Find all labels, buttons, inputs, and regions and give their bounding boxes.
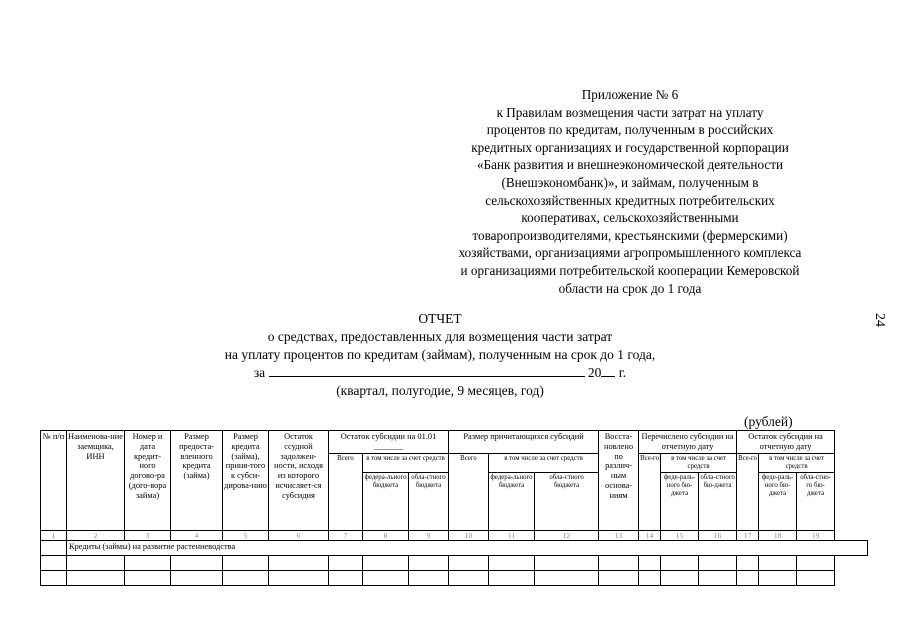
appendix-line: (Внешэкономбанк)», и займам, полученным в [501, 174, 759, 190]
header-contract: Номер и дата кредит-ного догово-ра (дого-вора займа) [125, 431, 171, 531]
table-cell [699, 571, 737, 586]
header-federal: федера-льного бюджета [489, 472, 535, 530]
table-cell [41, 541, 67, 556]
header-balance-end: Остаток субсидии на отчетную дату [737, 431, 835, 454]
column-number: 8 [363, 530, 409, 541]
appendix-header [420, 86, 840, 297]
report-title: ОТЧЕТ [418, 311, 462, 326]
table-cell [269, 556, 329, 571]
table-cell [759, 556, 797, 571]
report-subtitle-line1: о средствах, предоставленных для возмещения части затрат [267, 329, 613, 344]
table-row [41, 556, 868, 571]
column-number: 10 [449, 530, 489, 541]
year-prefix: 20 [587, 365, 602, 380]
table-cell [363, 571, 409, 586]
column-number: 5 [223, 530, 269, 541]
table-cell [269, 571, 329, 586]
appendix-line: сельскохозяйственных кредитных потребительских [485, 192, 775, 208]
table-cell [223, 556, 269, 571]
table-cell [661, 556, 699, 571]
header-total: Всего [449, 453, 489, 530]
column-number-row [41, 530, 868, 541]
report-table [40, 430, 868, 586]
table-cell [363, 556, 409, 571]
table-cell [759, 571, 797, 586]
column-number: 17 [737, 530, 759, 541]
period-hint: (квартал, полугодие, 9 месяцев, год) [336, 383, 544, 398]
report-period-line [150, 364, 730, 382]
appendix-line: «Банк развития и внешнеэкономической деятельности [476, 157, 784, 173]
table-cell [661, 571, 699, 586]
column-number: 7 [329, 530, 363, 541]
section-row [41, 541, 868, 556]
header-transferred: Перечислено субсидии на отчетную дату [639, 431, 737, 454]
column-number: 18 [759, 530, 797, 541]
column-number: 4 [171, 530, 223, 541]
report-heading [150, 310, 730, 400]
table-cell [125, 571, 171, 586]
year-blank [601, 376, 615, 377]
header-restored: Восста-новлено по различ-ным основа-ниям [599, 431, 639, 531]
column-number: 13 [599, 530, 639, 541]
table-row [41, 571, 868, 586]
report-subtitle-line2: на уплату процентов по кредитам (займам), полученным на срок до 1 года, [224, 347, 656, 362]
header-including: в том числе за счет средств [363, 453, 449, 472]
header-total: Всего [329, 453, 363, 530]
table-cell [409, 556, 449, 571]
table-cell [489, 571, 535, 586]
header-regional: обла-стного бюджета [535, 472, 599, 530]
column-number: 15 [661, 530, 699, 541]
appendix-line: области на срок до 1 года [558, 280, 702, 296]
year-suffix: г. [618, 365, 627, 380]
column-number: 6 [269, 530, 329, 541]
table-cell [737, 571, 759, 586]
page-number: 24 [872, 313, 887, 327]
appendix-line: и организациями потребительской кооперации Кемеровской [460, 262, 800, 278]
table-cell [329, 571, 363, 586]
table-cell [489, 556, 535, 571]
table-cell [409, 571, 449, 586]
header-regional: обла-стного бю-джета [699, 472, 737, 530]
period-blank [269, 376, 585, 377]
column-number: 1 [41, 530, 67, 541]
table-cell [41, 556, 67, 571]
header-including: в том числе за счет средств [759, 453, 835, 472]
header-including: в том числе за счет средств [489, 453, 599, 472]
appendix-line: товаропроизводителями, крестьянскими (фермерскими) [472, 227, 788, 243]
column-number: 11 [489, 530, 535, 541]
table-cell [797, 571, 835, 586]
column-number: 12 [535, 530, 599, 541]
appendix-line: кооперативах, сельскохозяйственными [521, 210, 739, 226]
column-number: 3 [125, 530, 171, 541]
appendix-line: кредитных организациях и государственной корпорации [471, 139, 789, 155]
column-number: 14 [639, 530, 661, 541]
header-num: № п/п [41, 431, 67, 531]
header-debt: Остаток ссудной задолжен-ности, исходя из которого исчисляет-ся субсидия [269, 431, 329, 531]
column-number: 9 [409, 530, 449, 541]
column-number: 16 [699, 530, 737, 541]
units-label: (рублей) [744, 414, 793, 429]
table-cell [599, 556, 639, 571]
column-number: 19 [797, 530, 835, 541]
table-cell [171, 556, 223, 571]
table-cell [67, 571, 125, 586]
header-total: Все-го [639, 453, 661, 530]
appendix-line: процентов по кредитам, полученным в российских [486, 122, 774, 138]
table-cell [639, 556, 661, 571]
period-prefix: за [253, 365, 266, 380]
header-federal: феде-раль-ного бю-джета [759, 472, 797, 530]
header-due-subsidies: Размер причитающихся субсидий [449, 431, 599, 454]
table-cell [639, 571, 661, 586]
table-cell [125, 556, 171, 571]
table-cell [329, 556, 363, 571]
table-cell [223, 571, 269, 586]
section-label: Кредиты (займы) на развитие растениеводства [67, 541, 868, 556]
table-cell [535, 571, 599, 586]
header-credit-size: Размер предоста-вленного кредита (займа) [171, 431, 223, 531]
table-cell [171, 571, 223, 586]
table-cell [67, 556, 125, 571]
appendix-line: к Правилам возмещения части затрат на уплату [496, 104, 764, 120]
header-federal: федера-льного бюджета [363, 472, 409, 530]
header-credit-accepted: Размер кредита (займа), приня-того к субси-дирова-нию [223, 431, 269, 531]
column-number: 2 [67, 530, 125, 541]
header-federal: феде-раль-ного бю-джета [661, 472, 699, 530]
header-total: Все-го [737, 453, 759, 530]
header-regional: обла-стного бюджета [409, 472, 449, 530]
table-cell [599, 571, 639, 586]
table-cell [449, 571, 489, 586]
header-regional: обла-стно-го бю-джета [797, 472, 835, 530]
table-cell [535, 556, 599, 571]
table-cell [797, 556, 835, 571]
table-cell [737, 556, 759, 571]
appendix-line: Приложение № 6 [581, 87, 679, 102]
header-including: в том числе за счет средств [661, 453, 737, 472]
header-balance-start: Остаток субсидии на 01.01 _______ [329, 431, 449, 454]
table-cell [41, 571, 67, 586]
table-cell [449, 556, 489, 571]
header-borrower: Наименова-ние заемщика, ИНН [67, 431, 125, 531]
table-cell [699, 556, 737, 571]
appendix-line: хозяйствами, организациями агропромышленного комплекса [458, 245, 802, 261]
